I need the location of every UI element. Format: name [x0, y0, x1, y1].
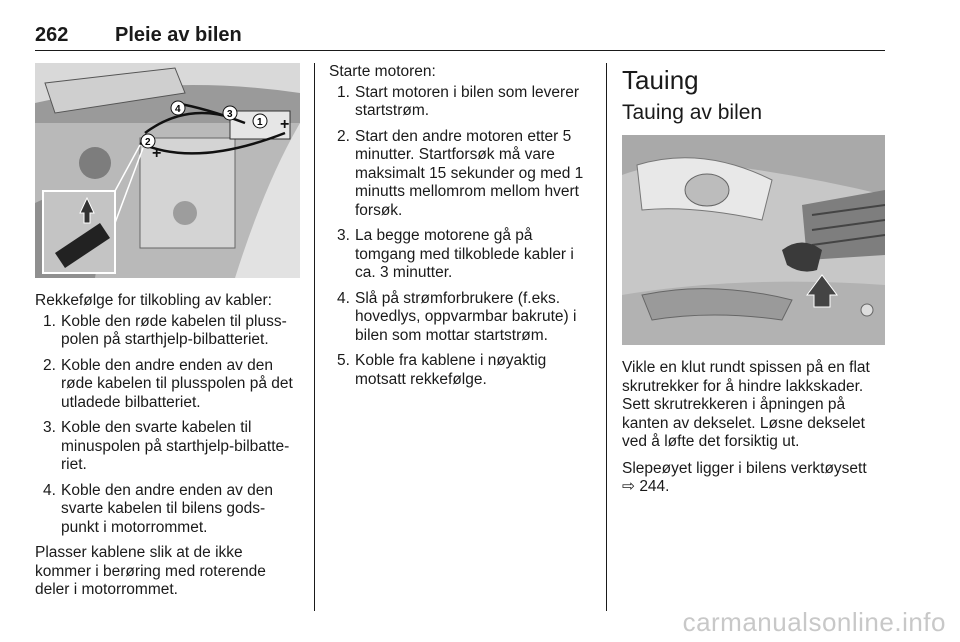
step-text: Start den andre motoren etter 5 minutter. Startforsøk må vare maksimalt 15 sekunder og med 1 minutts mellomrom mellom hvert forsøk.	[355, 127, 584, 219]
svg-text:+: +	[280, 116, 290, 133]
watermark: carmanualsonline.info	[682, 607, 946, 637]
connection-intro: Rekkefølge for tilkobling av kabler:	[35, 292, 272, 309]
list-item	[329, 352, 591, 389]
svg-text:+: +	[152, 145, 162, 162]
subsection-heading: Tauing av bilen	[622, 101, 763, 124]
start-steps	[329, 84, 591, 390]
step-number: 3.	[337, 227, 350, 244]
step-number: 4.	[43, 481, 56, 499]
step-text: Koble den svarte kabelen til minuspolen på starthjelp-bilbatte-riet.	[61, 419, 290, 473]
column-divider	[314, 63, 315, 611]
tow-eye-location: Slepeøyet ligger i bilens verktøysett	[622, 459, 867, 477]
step-text: Koble fra kablene i nøyaktig motsatt rekkefølge.	[355, 352, 547, 388]
start-intro: Starte motoren:	[329, 63, 436, 80]
jump-start-figure	[35, 63, 300, 278]
step-number: 1.	[43, 312, 56, 330]
page-title: Pleie av bilen	[115, 24, 242, 46]
list-item	[329, 84, 591, 121]
column-right	[622, 63, 887, 497]
list-item	[329, 227, 591, 283]
towing-figure	[622, 135, 885, 345]
column-left	[35, 63, 300, 600]
list-item	[35, 313, 300, 350]
connection-steps	[35, 313, 300, 538]
column-middle	[329, 63, 591, 396]
figure-callout: 3	[227, 109, 233, 120]
figure-callout: 4	[175, 104, 181, 115]
step-text: Start motoren i bilen som leverer startstrøm.	[355, 83, 579, 119]
step-number: 2.	[337, 127, 350, 145]
cable-note: Plasser kablene slik at de ikke kommer i berøring med roterende deler i motorrommet.	[35, 544, 266, 598]
page-reference[interactable]	[622, 478, 887, 497]
towing-instructions: Vikle en klut rundt spissen på en flat skrutrekker for å hindre lakkskader. Sett skrutrekkeren i åpningen på kanten av dekselet. Løsne dekselet ved å løfte det forsiktig ut.	[622, 359, 870, 450]
page-number: 262	[35, 24, 69, 46]
step-number: 1.	[337, 83, 350, 101]
step-number: 2.	[43, 356, 56, 374]
list-item	[35, 357, 300, 413]
step-text: Koble den andre enden av den svarte kabelen til bilens gods-punkt i motorrommet.	[61, 481, 274, 536]
page-header	[35, 24, 885, 51]
figure-callout: 2	[145, 137, 151, 148]
column-divider	[606, 63, 607, 611]
step-number: 5.	[337, 352, 350, 369]
step-number: 3.	[43, 419, 56, 436]
list-item	[329, 290, 591, 346]
step-text: Slå på strømforbrukere (f.eks. hovedlys, oppvarmbar bakrute) i bilen som mottar startstrøm.	[355, 289, 577, 344]
step-number: 4.	[337, 289, 350, 307]
list-item	[35, 482, 300, 538]
figure-callout: 1	[257, 117, 263, 128]
list-item	[329, 128, 591, 221]
arrow-ref-icon: ⇨	[622, 478, 635, 495]
step-text: Koble den andre enden av den røde kabelen til plusspolen på det utladede bilbatteriet.	[61, 356, 293, 411]
step-text: Koble den røde kabelen til pluss-polen på starthjelp-bilbatteriet.	[61, 312, 287, 348]
step-text: La begge motorene gå på tomgang med tilkoblede kabler i ca. 3 minutter.	[355, 227, 574, 281]
reference-page: 244.	[639, 478, 670, 495]
list-item	[35, 419, 300, 475]
section-heading: Tauing	[622, 65, 699, 95]
